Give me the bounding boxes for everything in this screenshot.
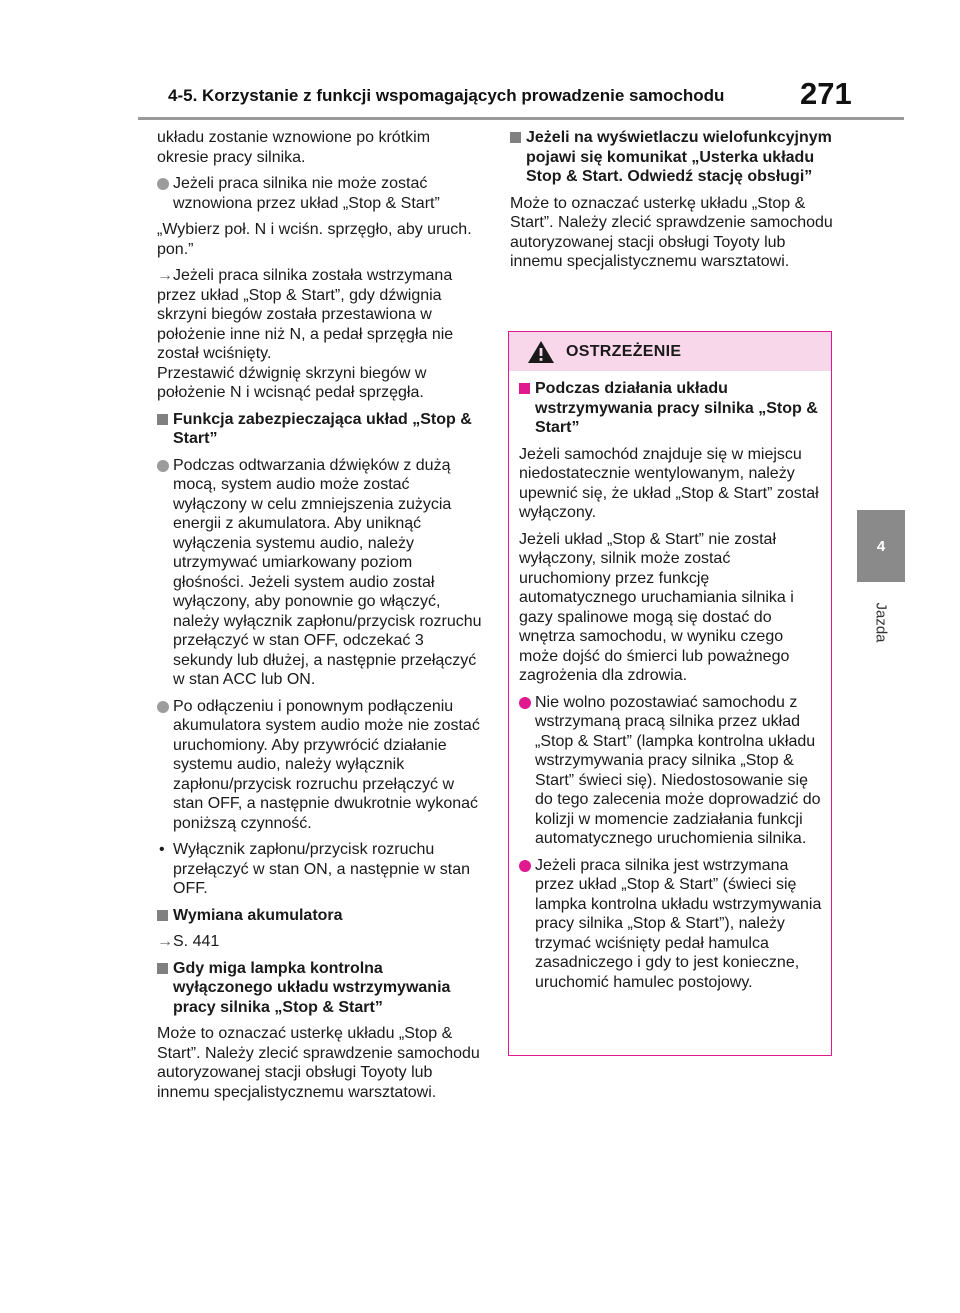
bullet-dot-icon (157, 460, 169, 472)
bullet-text: Jeżeli praca silnika jest wstrzymana przez układ „Stop & Start” (świeci się lampka kontrolna układu wstrzymywania pracy silnika „Stop & Start”), należy trzymać wciśnięty pedał hamulca zasadniczego i gdy to jest konieczne, uruchomić hamulec postojowy. (535, 856, 822, 991)
section-heading (157, 410, 485, 449)
page-reference (157, 932, 485, 952)
sub-item-text: Wyłącznik zapłonu/przycisk rozruchu przełączyć w stan ON, a następnie w stan OFF. (173, 841, 471, 897)
section-heading (510, 128, 840, 187)
heading-text: Podczas działania układu wstrzymywania pracy silnika „Stop & Start” (535, 380, 818, 436)
reference-text: S. 441 (173, 933, 220, 950)
left-column (157, 128, 485, 1109)
right-column (510, 128, 840, 279)
paragraph: Jeżeli układ „Stop & Start” nie został wyłączony, silnik może zostać uruchomiony przez funkcję automatycznego uruchamiania silnika i gazy spalinowe mogą się dostać do wnętrza samochodu, w wyniku czego może dojść do śmierci lub poważnego zagrożenia dla zdrowia. (519, 530, 794, 684)
section-title: 4-5. Korzystanie z funkcji wspomagających prowadzenie samochodu (168, 86, 725, 105)
warning-box (508, 331, 832, 1056)
warning-title: OSTRZEŻENIE (566, 342, 682, 360)
heading-text: Jeżeli na wyświetlaczu wielofunkcyjnym pojawi się komunikat „Usterka układu Stop & Start. Odwiedź stację obsługi” (526, 129, 832, 185)
paragraph: układu zostanie wznowione po krótkim okresie pracy silnika. (157, 129, 431, 166)
bullet-item (157, 174, 485, 213)
bullet-text: Podczas odtwarzania dźwięków z dużą mocą, system audio może zostać wyłączony w celu zmniejszenia zużycia energii z akumulatora. Aby uniknąć wyłączenia systemu audio, należy utrzymywać umiarkowany poziom głośności. Jeżeli system audio został wyłączony, aby ponownie go włączyć, należy wyłącznik zapłonu/przycisk rozruchu przełączyć w stan OFF, odczekać 3 sekundy lub dłużej, a następnie przełączyć w stan ACC lub ON. (173, 456, 482, 688)
paragraph: Może to oznaczać usterkę układu „Stop & Start”. Należy zlecić sprawdzenie samochodu autoryzowanej stacji obsługi Toyoty lub innemu specjalistycznemu warsztatowi. (157, 1025, 480, 1101)
paragraph: Przestawić dźwignię skrzyni biegów w położenie N i wcisnąć pedał sprzęgła. (157, 364, 427, 401)
heading-text: Gdy miga lampka kontrolna wyłączonego układu wstrzymywania pracy silnika „Stop & Start” (173, 959, 451, 1016)
bullet-item (157, 697, 485, 834)
bullet-item (519, 856, 823, 993)
bullet-dot-icon (519, 860, 531, 872)
square-marker-icon (510, 132, 521, 143)
heading-text: Wymiana akumulatora (173, 906, 343, 924)
section-heading (519, 379, 823, 438)
bullet-item (519, 693, 823, 849)
bullet-text: Nie wolno pozostawiać samochodu z wstrzymaną pracą silnika przez układ „Stop & Start” (lampka kontrolna układu wstrzymywania pracy silnika „Stop & Start” świeci się). Niedostosowanie się do tego zalecenia może doprowadzić do kolizji w momencie zadziałania funkcji automatycznego uruchomienia silnika. (535, 693, 821, 847)
arrow-icon: → (157, 267, 173, 284)
bullet-text: Po odłączeniu i ponownym podłączeniu akumulatora system audio może nie zostać uruchomiony. Aby przywrócić działanie systemu audio, należy wyłącznik zapłonu/przycisk rozruchu przełączyć w stan OFF, a następnie dwukrotnie wykonać poniższą czynność. (173, 697, 480, 832)
bullet-dot-icon (157, 178, 169, 190)
square-marker-icon (157, 963, 168, 974)
chapter-tab (857, 510, 905, 582)
bullet-dot-icon (519, 697, 531, 709)
square-marker-icon (157, 910, 168, 921)
paragraph: Jeżeli samochód znajduje się w miejscu niedostatecznie wentylowanym, należy upewnić się, że układ „Stop & Start” został wyłączony. (519, 445, 819, 521)
page-number: 271 (800, 76, 852, 111)
arrow-icon: → (157, 933, 173, 950)
bullet-item (157, 456, 485, 690)
chapter-label (860, 592, 902, 652)
section-heading (157, 906, 485, 926)
chapter-label-text: Jazda (872, 601, 890, 643)
warning-body (509, 371, 831, 992)
chapter-number: 4 (876, 537, 886, 555)
header-divider (138, 117, 904, 120)
warning-header (509, 332, 831, 371)
warning-triangle-icon (527, 340, 555, 364)
paragraph-text: Jeżeli praca silnika została wstrzymana przez układ „Stop & Start”, gdy dźwignia skrzyni biegów została przestawiona w położenie inne niż N, a pedał sprzęgła nie został wciśnięty. (157, 267, 454, 362)
sub-item (157, 840, 485, 899)
section-heading (157, 959, 485, 1018)
heading-text: Funkcja zabezpieczająca układ „Stop & Start” (173, 410, 472, 447)
square-marker-icon (157, 414, 168, 425)
bullet-mark: • (159, 841, 165, 858)
bullet-text: Jeżeli praca silnika nie może zostać wznowiona przez układ „Stop & Start” (173, 175, 440, 212)
bullet-dot-icon (157, 701, 169, 713)
message-text: „Wybierz poł. N i wciśn. sprzęgło, aby uruch. pon.” (157, 221, 472, 258)
paragraph: Może to oznaczać usterkę układu „Stop & Start”. Należy zlecić sprawdzenie samochodu autoryzowanej stacji obsługi Toyoty lub innemu specjalistycznemu warsztatowi. (510, 194, 833, 270)
paragraph (157, 266, 485, 364)
square-marker-icon (519, 383, 530, 394)
